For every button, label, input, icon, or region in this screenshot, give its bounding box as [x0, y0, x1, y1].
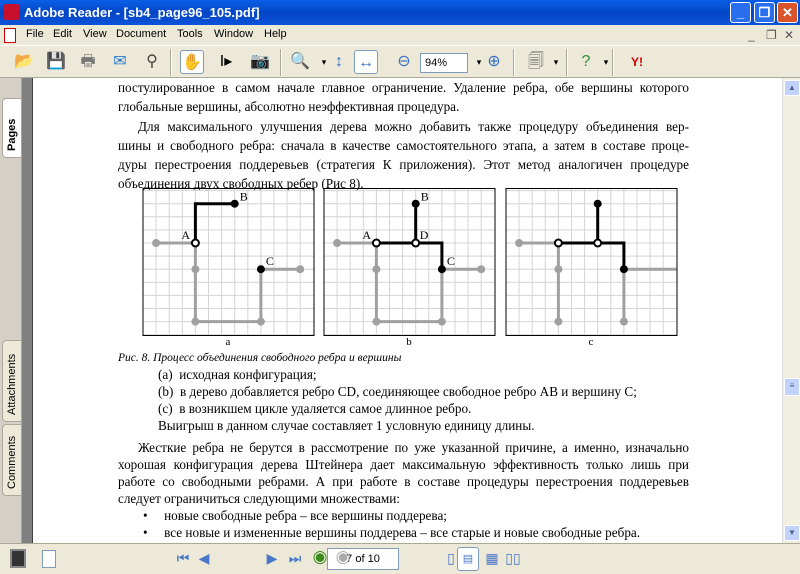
text-line: Для максимального улучшения дерева можно добавить также процедуру объединения вер- [138, 119, 689, 134]
chevron-down-icon[interactable]: ▾ [553, 57, 559, 67]
figure-8 [133, 188, 693, 349]
gray-node [296, 265, 304, 273]
yahoo-search-icon[interactable]: Y! [631, 55, 643, 69]
close-button[interactable]: ✕ [777, 2, 798, 23]
panel-frame [143, 189, 314, 336]
caption-text: исходная конфигурация; [179, 367, 317, 382]
zoom-out-icon[interactable]: ⊖ [397, 53, 411, 70]
doc-minimize-button[interactable]: _ [748, 28, 755, 42]
menu-file[interactable]: File [26, 28, 44, 40]
terminal-node [412, 200, 420, 208]
monitor-icon[interactable] [10, 549, 26, 568]
doc-restore-button[interactable]: ❐ [766, 28, 777, 42]
window-title: Adobe Reader - [sb4_page96_105.pdf] [24, 5, 260, 20]
panel-label: a [225, 336, 231, 348]
minimize-button[interactable]: _ [730, 2, 751, 23]
maximize-button[interactable]: ❐ [754, 2, 775, 23]
facing-icon[interactable]: ▯▯ [505, 550, 521, 566]
menu-edit[interactable]: Edit [53, 28, 72, 40]
bullet-item: • новые свободные ребра – все вершины поддерева; [143, 508, 447, 523]
gray-node [257, 318, 265, 326]
tab-comments-label: Comments [6, 435, 18, 489]
chevron-down-icon[interactable]: ▾ [476, 57, 482, 67]
tab-pages[interactable] [2, 98, 21, 158]
snapshot-tool-icon[interactable]: 📷 [250, 53, 270, 70]
caption-text: в возникшем цикле удаляется самое длинное ребро. [179, 401, 472, 416]
zoom-in-icon[interactable]: ⊕ [487, 53, 501, 70]
gray-node [372, 265, 380, 273]
panel-label: b [406, 336, 412, 348]
panel-frame [506, 189, 677, 336]
zoom-level-input[interactable]: 94% [420, 53, 468, 73]
panel-frame [324, 189, 495, 336]
chevron-down-icon[interactable]: ▾ [321, 57, 327, 67]
panel-label: c [588, 336, 594, 348]
menu-document[interactable]: Document [116, 28, 167, 40]
steiner-node [192, 240, 199, 247]
tab-pages-label: Pages [6, 118, 18, 151]
node-label-a: A [181, 228, 191, 242]
toolbar-separator [612, 49, 614, 76]
toolbar-separator [280, 49, 282, 76]
menu-window[interactable]: Window [214, 28, 254, 40]
adobe-reader-icon [4, 4, 19, 20]
caption-note: Выигрыш в данном случае составляет 1 условную единицу длины. [158, 418, 535, 433]
bullet-item: • все новые и измененные вершины поддерева – все старые и новые свободные ребра. [143, 525, 641, 540]
chevron-down-icon[interactable]: ▾ [603, 57, 609, 67]
node-label-a: A [362, 228, 372, 242]
node-label-c: C [265, 254, 274, 269]
last-page-button[interactable]: ⏭ [288, 550, 302, 566]
tab-comments[interactable] [2, 424, 21, 496]
fit-width-icon[interactable]: ↔ [354, 50, 378, 74]
caption-mark: (c) [158, 401, 173, 416]
text-line: следует ограничиться следующими множествами: [118, 491, 400, 506]
text-line: глобальные вершины, абсолютно неэффективная процедура. [118, 99, 460, 114]
scroll-down-arrow[interactable]: ▼ [784, 525, 800, 541]
open-icon[interactable]: 📂 [14, 53, 34, 70]
print-icon[interactable]: 🖶 [80, 53, 96, 70]
text-line: объединения двух свободных ребер (Рис 8). [118, 176, 364, 191]
scroll-up-arrow[interactable]: ▲ [784, 80, 800, 96]
page-number-input[interactable]: 7 of 10 [327, 548, 399, 570]
node-label-c: C [446, 254, 455, 269]
gray-node [554, 265, 562, 273]
gray-node [191, 318, 199, 326]
text-line: постулированное в самом начале главное ограничение. Удаление ребра, обе вершины которого [118, 80, 689, 95]
gray-node [333, 239, 341, 247]
terminal-node [620, 265, 628, 273]
go-back-icon[interactable]: ◉ [312, 547, 328, 566]
node-label-b: B [239, 189, 248, 204]
hand-tool-icon[interactable]: ✋ [180, 50, 204, 74]
terminal-node [594, 200, 602, 208]
pdf-doc-icon [4, 28, 16, 43]
caption-item-a [158, 367, 317, 382]
gray-node [515, 239, 523, 247]
text-line: дуры перестроения поддеревьев (стратегия К приложения). Этот метод аналогичен процедуре [118, 157, 689, 172]
navigation-panel [0, 78, 22, 543]
rotate-page-icon[interactable]: 🗐 [528, 53, 544, 70]
steiner-node [555, 240, 562, 247]
continuous-page-icon[interactable]: ▤ [457, 547, 479, 571]
node-label-b: B [420, 189, 429, 204]
document-view[interactable] [22, 78, 782, 543]
toolbar-separator [566, 49, 568, 76]
menu-view[interactable]: View [83, 28, 107, 40]
doc-close-button[interactable]: ✕ [784, 28, 795, 42]
search-binoculars-icon[interactable]: ⚲ [146, 53, 158, 70]
page-layout-icon[interactable] [42, 550, 56, 568]
text-line: Жесткие ребра не берутся в рассмотрение по уже указанной причине, а именно, изначально [138, 440, 689, 455]
figure-caption: Рис. 8. Процесс объединения свободного ребра и вершины [118, 352, 402, 364]
next-page-button[interactable]: ▶ [266, 550, 278, 566]
zoom-in-tool-icon[interactable]: 🔍 [290, 53, 310, 70]
bullet-text: новые свободные ребра – все вершины поддерева; [164, 508, 447, 523]
text-line: хорошая конфигурация дерева Штейнера дает максимальную эффективность только лишь при [118, 457, 689, 472]
caption-text: в дерево добавляется ребро CD, соединяющее свободное ребро AB и вершину C; [179, 384, 637, 399]
text-line: шины и свободного ребра: сначала в качестве самостоятельного этапа, а затем в составе проце- [118, 138, 689, 153]
title-bar [0, 0, 800, 25]
terminal-node [257, 265, 265, 273]
terminal-node [231, 200, 239, 208]
gray-node [152, 239, 160, 247]
steiner-node [594, 240, 601, 247]
menu-bar [0, 25, 800, 45]
fit-page-icon[interactable]: ↕ [335, 53, 343, 70]
toolbar-separator [170, 49, 172, 76]
menu-help[interactable]: Help [264, 28, 287, 40]
tab-attachments[interactable] [2, 340, 21, 422]
gray-node [372, 318, 380, 326]
select-text-tool-icon[interactable]: I▸ [219, 53, 233, 70]
gray-node [191, 265, 199, 273]
continuous-facing-icon[interactable]: ▦ [485, 550, 499, 566]
text-line: работе со свободными ребрами. А при работе в составе процедуры перестроения поддеревьев [118, 474, 689, 489]
save-icon[interactable]: 💾 [46, 53, 66, 70]
tab-attachments-label: Attachments [6, 353, 18, 415]
toolbar-separator [513, 49, 515, 76]
gray-node [438, 318, 446, 326]
single-page-icon[interactable]: ▯ [447, 550, 455, 566]
status-bar [0, 543, 800, 574]
vertical-scrollbar[interactable] [782, 78, 800, 543]
email-icon[interactable]: ✉ [113, 53, 127, 70]
caption-item-b [158, 384, 637, 399]
terminal-node [438, 265, 446, 273]
menu-tools[interactable]: Tools [177, 28, 203, 40]
black-edge [195, 204, 234, 243]
bullet-text: все новые и измененные вершины поддерева – все старые и новые свободные ребра. [164, 525, 641, 540]
steiner-node [412, 240, 419, 247]
toolbar [0, 45, 800, 78]
caption-mark: (a) [158, 367, 173, 382]
gray-node [554, 318, 562, 326]
help-icon[interactable]: ? [581, 53, 591, 70]
node-label-d: D [419, 228, 429, 242]
scroll-thumb[interactable]: ≡ [784, 378, 800, 396]
go-forward-icon[interactable]: ◉ [335, 547, 351, 566]
gray-node [477, 265, 485, 273]
first-page-button[interactable]: ⏮ [176, 550, 190, 566]
caption-mark: (b) [158, 384, 174, 399]
pdf-page [32, 78, 782, 543]
gray-node [620, 318, 628, 326]
steiner-node [373, 240, 380, 247]
caption-item-c [158, 401, 471, 416]
previous-page-button[interactable]: ◀ [198, 550, 210, 566]
